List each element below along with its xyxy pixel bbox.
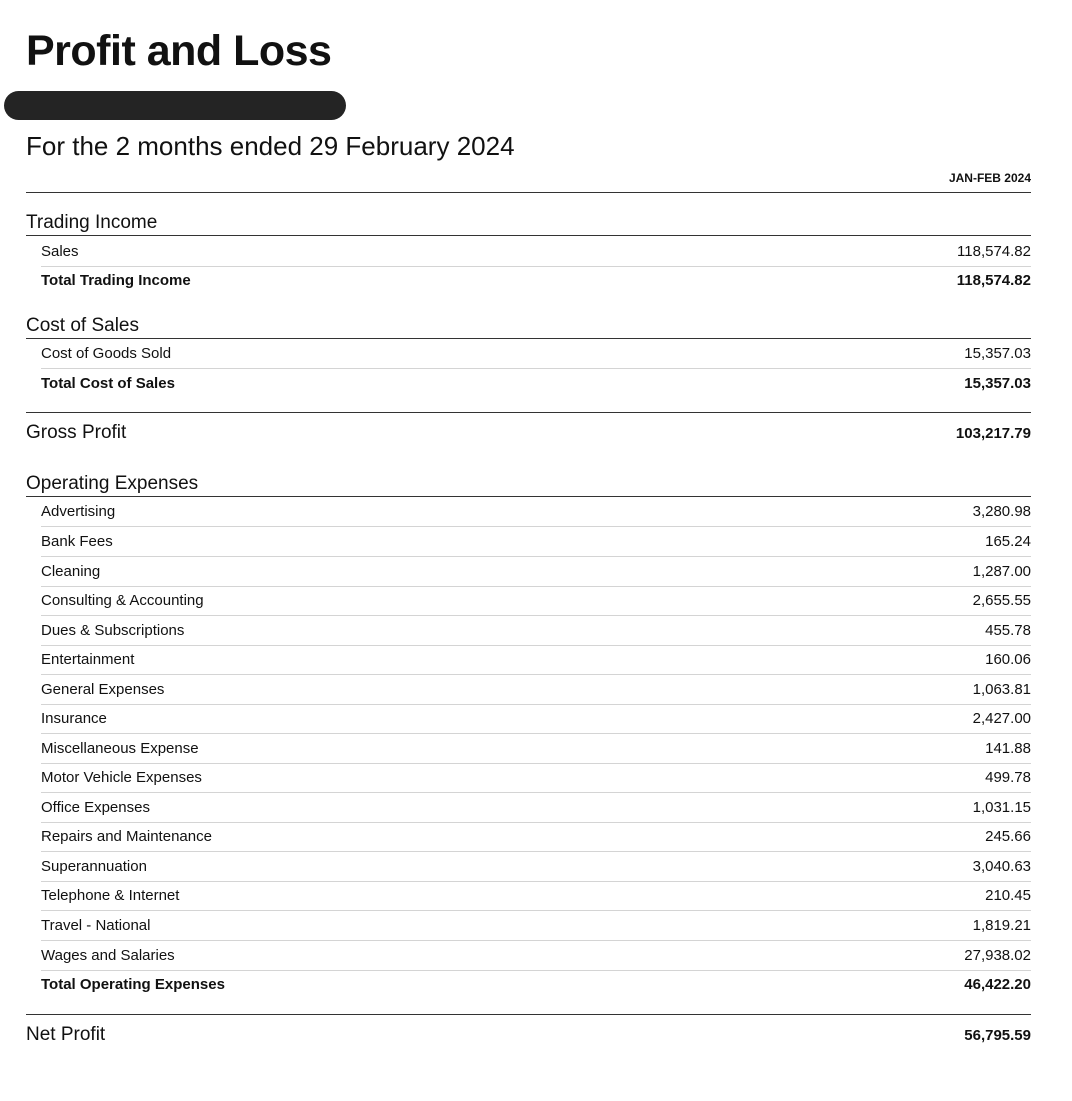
row-amount: 118,574.82: [957, 243, 1031, 260]
row-label: Consulting & Accounting: [41, 592, 204, 609]
row-amount: 210.45: [985, 887, 1031, 904]
row-label: Entertainment: [41, 651, 135, 668]
row-label: Travel - National: [41, 917, 151, 934]
row-label: Bank Fees: [41, 533, 113, 550]
table-row: [41, 852, 1031, 882]
total-row-operating-expenses: [41, 970, 1031, 999]
row-amount: 141.88: [985, 740, 1031, 757]
section-title-trading-income: Trading Income: [26, 210, 1031, 236]
total-label: Total Operating Expenses: [41, 976, 225, 993]
row-amount: 245.66: [985, 828, 1031, 845]
total-amount: 46,422.20: [964, 976, 1031, 993]
row-amount: 455.78: [985, 622, 1031, 639]
net-profit-amount: 56,795.59: [964, 1026, 1031, 1044]
row-label: Motor Vehicle Expenses: [41, 769, 202, 786]
table-row: [41, 675, 1031, 705]
row-amount: 3,040.63: [972, 858, 1031, 875]
row-amount: 15,357.03: [964, 345, 1031, 362]
row-label: Insurance: [41, 710, 107, 727]
row-amount: 160.06: [985, 651, 1031, 668]
table-row: [41, 793, 1031, 823]
total-row-trading-income: [41, 266, 1031, 295]
table-row: [41, 704, 1031, 734]
table-row: [41, 339, 1031, 369]
table-row: [41, 557, 1031, 587]
row-amount: 1,063.81: [972, 681, 1031, 698]
row-label: Sales: [41, 243, 79, 260]
report-title: Profit and Loss: [26, 27, 332, 75]
net-profit-label: Net Profit: [26, 1024, 106, 1045]
total-amount: 15,357.03: [964, 375, 1031, 392]
row-label: Advertising: [41, 503, 116, 520]
table-row: [41, 763, 1031, 793]
row-amount: 1,031.15: [972, 799, 1031, 816]
table-row: [41, 734, 1031, 764]
row-label: General Expenses: [41, 681, 165, 698]
row-amount: 1,819.21: [972, 917, 1031, 934]
row-amount: 3,280.98: [972, 503, 1031, 520]
table-row: [41, 586, 1031, 616]
row-label: Office Expenses: [41, 799, 150, 816]
row-label: Superannuation: [41, 858, 147, 875]
row-label: Repairs and Maintenance: [41, 828, 212, 845]
row-amount: 165.24: [985, 533, 1031, 550]
row-label: Cleaning: [41, 563, 101, 580]
row-label: Wages and Salaries: [41, 947, 175, 964]
row-label: Telephone & Internet: [41, 887, 180, 904]
table-row: [41, 237, 1031, 267]
row-label: Dues & Subscriptions: [41, 622, 185, 639]
total-amount: 118,574.82: [956, 272, 1031, 289]
table-row: [41, 911, 1031, 941]
table-row: [41, 881, 1031, 911]
report-period: For the 2 months ended 29 February 2024: [26, 131, 515, 161]
gross-profit-row: [26, 412, 1031, 453]
row-label: Miscellaneous Expense: [41, 740, 199, 757]
total-label: Total Trading Income: [41, 272, 191, 289]
row-amount: 2,427.00: [972, 710, 1031, 727]
row-amount: 499.78: [985, 769, 1031, 786]
row-label: Cost of Goods Sold: [41, 345, 172, 362]
row-amount: 1,287.00: [972, 563, 1031, 580]
section-title-cost-of-sales: Cost of Sales: [26, 313, 1031, 339]
row-amount: 27,938.02: [964, 947, 1031, 964]
section-title-operating-expenses: Operating Expenses: [26, 471, 1031, 497]
table-row: [41, 616, 1031, 646]
table-row: [41, 645, 1031, 675]
table-row: [41, 941, 1031, 971]
table-row: [41, 527, 1031, 557]
net-profit-row: [26, 1014, 1031, 1055]
table-row: [41, 497, 1031, 527]
gross-profit-amount: 103,217.79: [955, 424, 1031, 442]
total-label: Total Cost of Sales: [41, 375, 175, 392]
column-header-period: JAN-FEB 2024: [948, 171, 1031, 185]
header-divider: [26, 192, 1031, 193]
row-amount: 2,655.55: [972, 592, 1031, 609]
redacted-organisation-name: [4, 91, 346, 120]
table-row: [41, 822, 1031, 852]
gross-profit-label: Gross Profit: [26, 422, 127, 443]
total-row-cost-of-sales: [41, 369, 1031, 398]
